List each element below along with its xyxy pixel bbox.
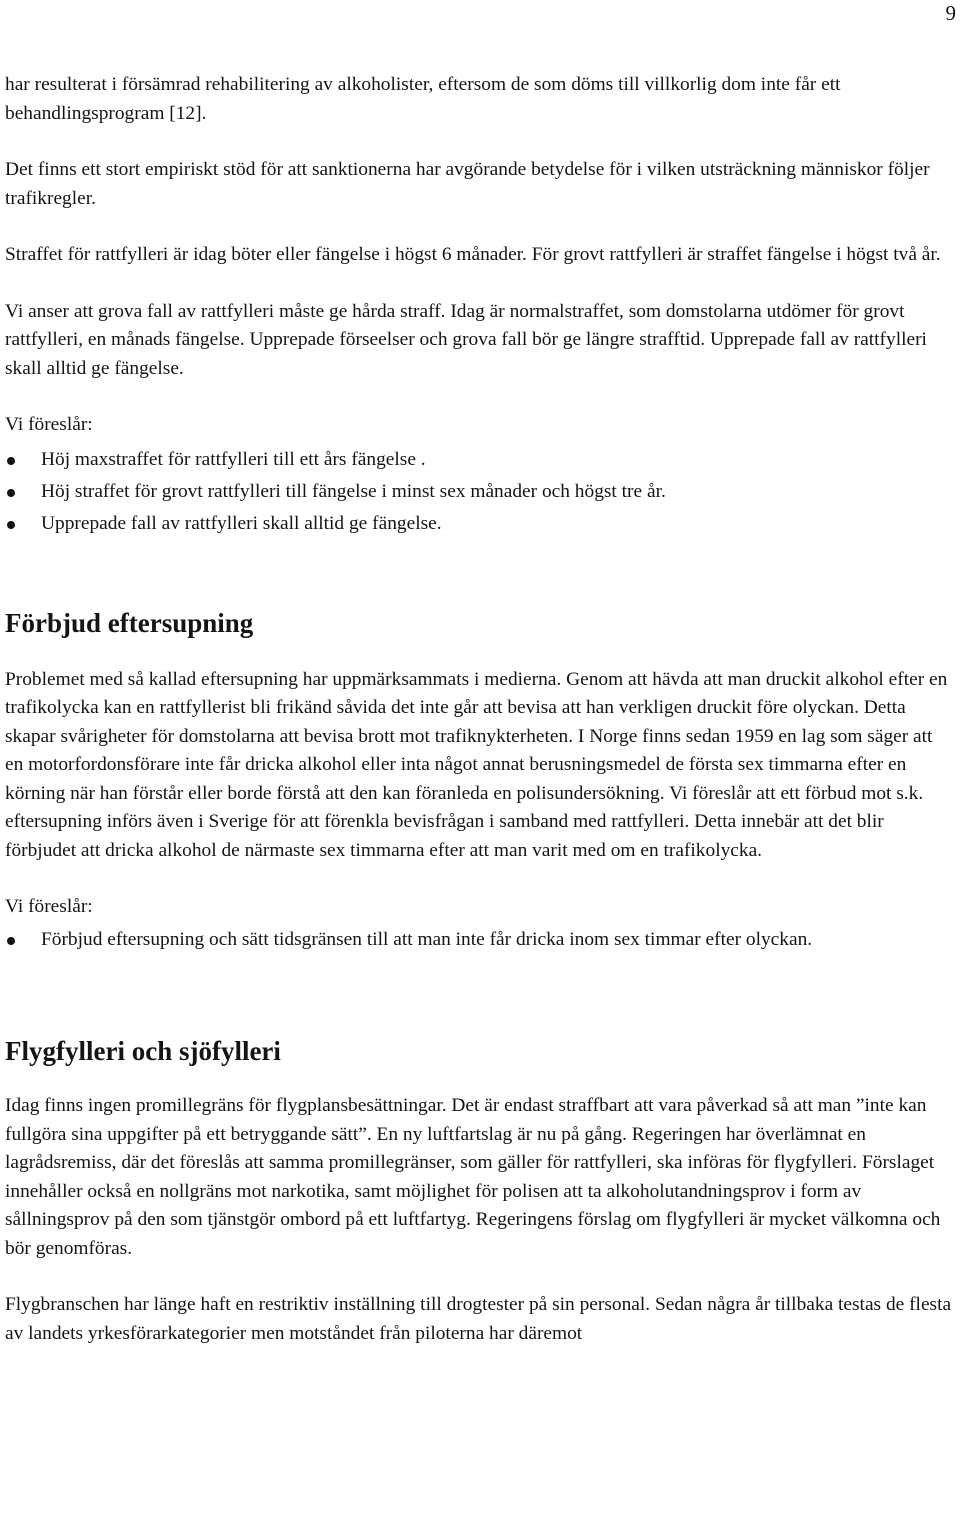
paragraph-empirical-support: Det finns ett stort empiriskt stöd för att sanktionerna har avgörande betydelse för i vilken utsträckning människor följer trafikregler. [5,159,930,209]
paragraph-flight-crew-limit: Idag finns ingen promillegräns för flygplansbesättningar. Det är endast straffbart att vara påverkad så att man ”inte kan fullgöra sina uppgifter på ett betryggande sätt”. En ny luftfartslag är nu på gång. Regeringen har överlämnat en lagrådsremiss, där det föreslås att samma promillegränser, som gäller för rattfylleri, ska införas för flygfylleri. Förslaget innehåller också en nollgräns mot narkotika, samt möjlighet för polisen att ta alkoholutandningsprov i form av sållningsprov på den som tjänstgör ombord på ett luftfartyg. Regeringens förslag om flygfylleri är mycket välkomna och bör genomföras. [5,1095,941,1259]
list-item: Höj maxstraffet för rattfylleri till ett års fängelse . [5,444,953,476]
paragraph-drug-testing: Flygbranschen har länge haft en restriktiv inställning till drogtester på sin personal. Sedan några år tillbaka testas de flesta av landets yrkesförarkategorier men motståndet från piloterna har däremot [5,1294,952,1344]
proposal-label: Vi föreslår: [5,414,93,435]
list-item: Höj straffet för grovt rattfylleri till fängelse i minst sex månader och högst tre år. [5,476,953,508]
list-item: Upprepade fall av rattfylleri skall alltid ge fängelse. [5,508,953,540]
proposal-label: Vi föreslår: [5,896,93,917]
proposal-list [5,926,953,955]
document-body [5,71,953,1348]
paragraph-current-penalty: Straffet för rattfylleri är idag böter eller fängelse i högst 6 månader. För grovt rattfylleri är straffet fängelse i högst två år. [5,244,941,265]
proposal-list [5,444,953,540]
paragraph-eftersupning: Problemet med så kallad eftersupning har uppmärksammats i medierna. Genom att hävda att man druckit alkohol efter en trafikolycka kan en rattfyllerist bli frikänd såvida det inte går att bevisa att han verkligen druckit före olyckan. Detta skapar svårigheter för domstolarna att bevisa brott mot trafiknykterheten. I Norge finns sedan 1959 en lag som säger att en motorfordonsförare inte får dricka alkohol eller inta något annat berusningsmedel de första sex timmarna efter en körning när han förstår eller borde förstå att den kan föranleda en polisundersökning. Vi föreslår att ett förbud mot s.k. eftersupning införs även i Sverige för att förenkla bevisfrågan i samband med rattfylleri. Detta innebär att det blir förbjudet att dricka alkohol de närmaste sex timmarna efter att man varit med om en trafikolycka. [5,668,948,861]
paragraph-rehabilitation: har resulterat i försämrad rehabilitering av alkoholister, eftersom de som döms till villkorlig dom inte får ett behandlingsprogram [12]. [5,74,841,124]
paragraph-harsh-penalties: Vi anser att grova fall av rattfylleri måste ge hårda straff. Idag är normalstraffet, som domstolarna utdömer för grovt rattfylleri, en månads fängelse. Upprepade förseelser och grova fall bör ge längre strafftid. Upprepade fall av rattfylleri skall alltid ge fängelse. [5,300,927,379]
list-item: Förbjud eftersupning och sätt tidsgränsen till att man inte får dricka inom sex timmar efter olyckan. [5,926,953,955]
page-number: 9 [945,1,956,25]
section-heading-flygfylleri: Flygfylleri och sjöfylleri [5,1036,281,1066]
section-heading-eftersupning: Förbjud eftersupning [5,607,254,638]
